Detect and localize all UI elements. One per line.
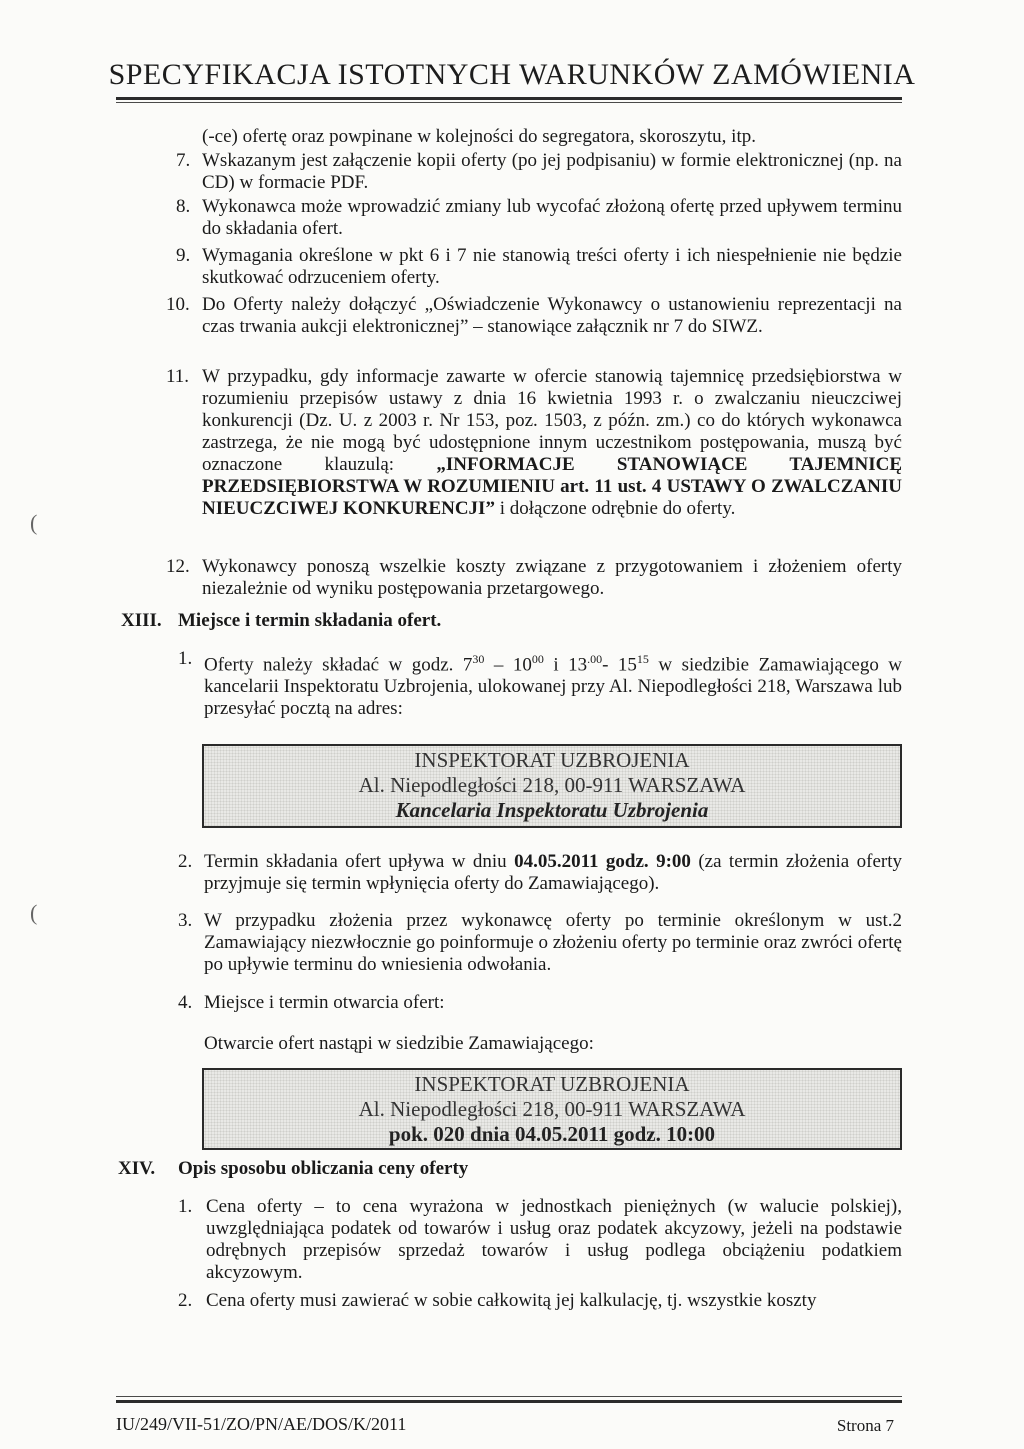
footer-rule-thin (116, 1396, 902, 1397)
address-line-street: Al. Niepodległości 218, 00-911 WARSZAWA (358, 773, 746, 797)
address-line-room-date: pok. 020 dnia 04.05.2011 godz. 10:00 (388, 1122, 716, 1146)
item-number: 1. (178, 648, 193, 669)
address-box (202, 1068, 902, 1150)
item-number: 11. (166, 366, 190, 387)
section-number: XIV. (118, 1158, 156, 1179)
header-rule (116, 97, 902, 100)
margin-mark: ( (30, 900, 38, 925)
list-item-text: Termin składania ofert upływa w dniu 04.05.2011 godz. 9:00 (za termin złożenia oferty przyjmuje się termin wpłynięcia oferty do Zamawiającego). (204, 851, 902, 894)
list-item-text: Cena oferty musi zawierać w sobie całkowitą jej kalkulację, tj. wszystkie koszty (206, 1290, 817, 1311)
clause-tail: i dołączone odrębnie do oferty. (499, 498, 736, 519)
document-reference: IU/249/VII-51/ZO/PN/AE/DOS/K/2011 (116, 1414, 407, 1434)
list-item-text: W przypadku złożenia przez wykonawcę oferty po terminie określonym w ust.2 Zamawiający niezwłocznie go poinformuje o złożeniu oferty po terminie oraz zwróci ofertę po upływie terminu do wniesienia odwołania. (204, 910, 902, 975)
confidentiality-clause: „INFORMACJE STANOWIĄCE TAJEMNICĘ PRZEDSIĘBIORSTWA W ROZUMIENIU art. 11 ust. 4 USTAWY O ZWALCZANIU NIEUCZCIWEJ KONKURENCJI” (202, 454, 902, 519)
address-line-institution: INSPEKTORAT UZBROJENIA (414, 1072, 690, 1096)
list-item-text (202, 366, 902, 520)
page-header-title: SPECYFIKACJA ISTOTNYCH WARUNKÓW ZAMÓWIENIA (108, 58, 916, 91)
list-item-text: Wykonawca może wprowadzić zmiany lub wycofać złożoną ofertę przed upływem terminu do składania ofert. (202, 196, 902, 239)
item-number: 8. (176, 196, 191, 217)
opening-location-text: Otwarcie ofert nastąpi w siedzibie Zamawiającego: (204, 1033, 594, 1054)
margin-mark: ( (30, 510, 38, 535)
list-item-text: Wskazanym jest załączenie kopii oferty (po jej podpisaniu) w formie elektronicznej (np. na CD) w formacie PDF. (202, 150, 902, 193)
address-line-street: Al. Niepodległości 218, 00-911 WARSZAWA (358, 1097, 746, 1121)
section-title: Miejsce i termin składania ofert. (178, 610, 442, 631)
deadline-date: 04.05.2011 godz. 9:00 (514, 851, 691, 872)
item-number: 2. (178, 851, 193, 872)
section-number: XIII. (121, 610, 162, 631)
list-item-text: Miejsce i termin otwarcia ofert: (204, 992, 445, 1013)
address-box (202, 744, 902, 828)
list-item-text: Cena oferty – to cena wyrażona w jednostkach pieniężnych (w walucie polskiej), uwzględniająca podatek od towarów i usług oraz podatek akcyzowy, jeżeli na podstawie odrębnych przepisów sprzedaż towarów i usług podlega obciążeniu podatkiem akcyzowym. (206, 1196, 902, 1283)
footer-rule (116, 1400, 902, 1403)
item-number: 4. (178, 992, 193, 1013)
header-rule-thin (116, 102, 902, 103)
item-number: 9. (176, 245, 191, 266)
item-number: 1. (178, 1196, 193, 1217)
item-number: 3. (178, 910, 193, 931)
address-line-office: Kancelaria Inspektoratu Uzbrojenia (395, 798, 709, 822)
page-number: Strona 7 (836, 1416, 894, 1435)
clause-intro: W przypadku, gdy informacje zawarte w ofercie stanowią tajemnicę przedsiębiorstwa w rozumieniu przepisów ustawy z dnia 16 kwietnia 1993 r. o zwalczaniu nieuczciwej konkurencji (Dz. U. z 2003 r. Nr 153, poz. 1503, z późn. zm.) co do których wykonawca zastrzega, że nie mogą być udostępnione innym uczestnikom postępowania, muszą być oznaczone klauzulą: (202, 366, 902, 475)
section-title: Opis sposobu obliczania ceny oferty (178, 1158, 469, 1179)
item-number: 7. (176, 150, 191, 171)
list-item-text: Wymagania określone w pkt 6 i 7 nie stanowią treści oferty i ich niespełnienie nie będzie skutkować odrzuceniem oferty. (202, 245, 902, 288)
list-item-text: Wykonawcy ponoszą wszelkie koszty związane z przygotowaniem i złożeniem oferty niezależnie od wyniku postępowania przetargowego. (202, 556, 902, 599)
list-item-text: Oferty należy składać w godz. $7^{30} - 10^{00}$ i $13^{.00}-$ $15^{15}$ w siedzibie Zamawiającego w kancelarii Inspektoratu Uzbrojenia, ulokowanej przy Al. Niepodległości 218, Warszawa lub przesyłać pocztą na adres: (204, 652, 903, 720)
address-line-institution: INSPEKTORAT UZBROJENIA (414, 748, 690, 772)
continuation-text: (-ce) ofertę oraz powpinane w kolejności do segregatora, skoroszytu, itp. (202, 126, 756, 147)
item-number: 10. (166, 294, 190, 315)
list-item-text: Do Oferty należy dołączyć „Oświadczenie Wykonawcy o ustanowieniu reprezentacji na czas trwania aukcji elektronicznej” – stanowiące załącznik nr 7 do SIWZ. (202, 294, 902, 337)
item-number: 12. (166, 556, 190, 577)
item-number: 2. (178, 1290, 193, 1311)
